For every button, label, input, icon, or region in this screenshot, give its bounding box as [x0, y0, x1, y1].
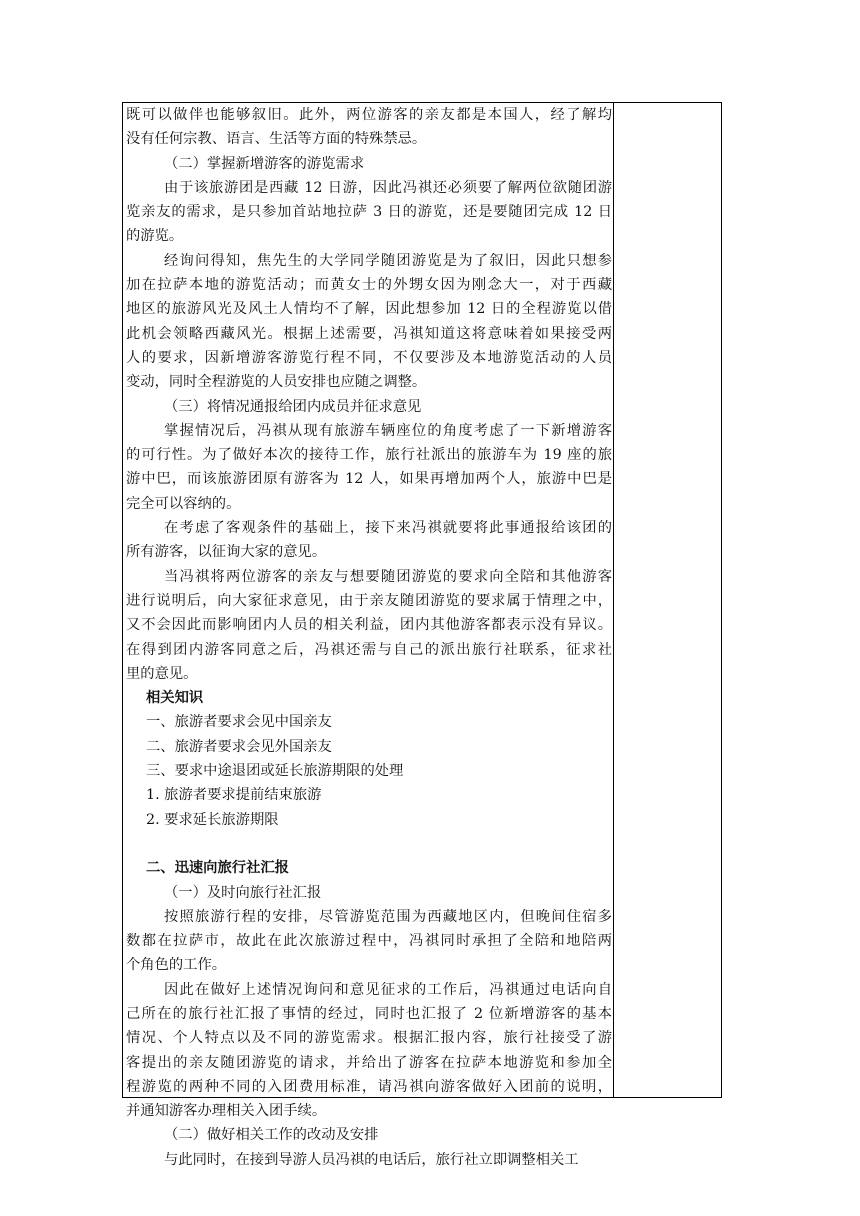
paragraph-line: 完全可以容纳的。 — [126, 495, 241, 512]
paragraph-line: 此机会领略西藏风光。根据上述需要，冯祺知道这将意味着如果接受两 — [126, 325, 612, 342]
paragraph-line: 览亲友的需求，是只参加首站地拉萨 3 日的游览，还是要随团完成 12 日 — [126, 204, 612, 221]
paragraph-line: 经询问得知，焦先生的大学同学随团游览是为了叙旧，因此只想参 — [164, 252, 612, 269]
document-table — [122, 102, 722, 1168]
list-item: 二、旅游者要求会见外国亲友 — [146, 738, 332, 755]
list-item: 一、旅游者要求会见中国亲友 — [146, 714, 332, 731]
paragraph-line: 并通知游客办理相关入团手续。 — [126, 1103, 327, 1120]
section-heading: 相关知识 — [146, 690, 204, 707]
main-text-cell — [126, 103, 612, 1172]
paragraph-line: 与此同时，在接到导游人员冯祺的电话后，旅行社立即调整相关工 — [164, 1151, 579, 1168]
paragraph-line: 情况、个人特点以及不同的游览需求。根据汇报内容，旅行社接受了游 — [126, 1030, 612, 1047]
paragraph-line: 进行说明后，向大家征求意见，由于亲友随团游览的要求属于情理之中， — [126, 592, 612, 609]
column-divider — [613, 103, 614, 1097]
paragraph-line: 当冯祺将两位游客的亲友与想要随团游览的要求向全陪和其他游客 — [164, 568, 612, 585]
paragraph-line: 的游览。 — [126, 228, 184, 245]
paragraph-line: 在考虑了客观条件的基础上，接下来冯祺就要将此事通报给该团的 — [164, 520, 612, 537]
paragraph-line: 既可以做伴也能够叙旧。此外，两位游客的亲友都是本国人，经了解均 — [126, 107, 612, 123]
paragraph-line: 游中巴，而该旅游团原有游客为 12 人，如果再增加两个人，旅游中巴是 — [126, 471, 612, 488]
paragraph-line: 地区的旅游风光及风土人情均不了解，因此想参加 12 日的全程游览以借 — [126, 301, 612, 318]
list-item: 三、要求中途退团或延长旅游期限的处理 — [146, 763, 404, 780]
paragraph-line: 由于该旅游团是西藏 12 日游，因此冯祺还必须要了解两位欲随团游 — [164, 179, 612, 196]
section-subheading: （二）掌握新增游客的游览需求 — [164, 155, 365, 172]
section-subheading: （二）做好相关工作的改动及安排 — [164, 1127, 379, 1144]
paragraph-line: 数都在拉萨市，故此在此次旅游过程中，冯祺同时承担了全陪和地陪两 — [126, 933, 612, 950]
paragraph-line: 在得到团内游客同意之后，冯祺还需与自己的派出旅行社联系，征求社 — [126, 641, 612, 658]
section-heading: 二、迅速向旅行社汇报 — [146, 860, 289, 877]
paragraph-line: 按照旅游行程的安排，尽管游览范围为西藏地区内，但晚间住宿多 — [164, 908, 612, 925]
paragraph-line: 己所在的旅行社汇报了事情的经过，同时也汇报了 2 位新增游客的基本 — [126, 1005, 612, 1022]
paragraph-line: 里的意见。 — [126, 665, 198, 682]
paragraph-line: 因此在做好上述情况询问和意见征求的工作后，冯祺通过电话向自 — [164, 981, 612, 998]
section-subheading: （三）将情况通报给团内成员并征求意见 — [164, 398, 422, 415]
paragraph-line: 人的要求，因新增游客游览行程不同，不仅要涉及本地游览活动的人员 — [126, 349, 612, 366]
blank-line — [126, 832, 612, 856]
paragraph-line: 加在拉萨本地的游览活动；而黄女士的外甥女因为刚念大一，对于西藏 — [126, 277, 612, 294]
paragraph-line: 个角色的工作。 — [126, 957, 227, 974]
paragraph-line: 的可行性。为了做好本次的接待工作，旅行社派出的旅游车为 19 座的旅 — [126, 447, 612, 464]
list-item: 1. 旅游者要求提前结束旅游 — [146, 787, 322, 804]
paragraph-line: 掌握情况后，冯祺从现有旅游车辆座位的角度考虑了一下新增游客 — [164, 422, 612, 439]
section-subheading: （一）及时向旅行社汇报 — [164, 884, 322, 901]
paragraph-line: 程游览的两种不同的入团费用标准，请冯祺向游客做好入团前的说明， — [126, 1078, 612, 1095]
paragraph-line: 所有游客，以征询大家的意见。 — [126, 544, 327, 561]
paragraph-line: 又不会因此而影响团内人员的相关利益，团内其他游客都表示没有异议。 — [126, 617, 612, 634]
list-item: 2. 要求延长旅游期限 — [146, 811, 279, 828]
paragraph-line: 没有任何宗教、语言、生活等方面的特殊禁忌。 — [126, 131, 427, 148]
paragraph-line: 客提出的亲友随团游览的请求，并给出了游客在拉萨本地游览和参加全 — [126, 1054, 612, 1071]
paragraph-line: 变动，同时全程游览的人员安排也应随之调整。 — [126, 374, 427, 391]
